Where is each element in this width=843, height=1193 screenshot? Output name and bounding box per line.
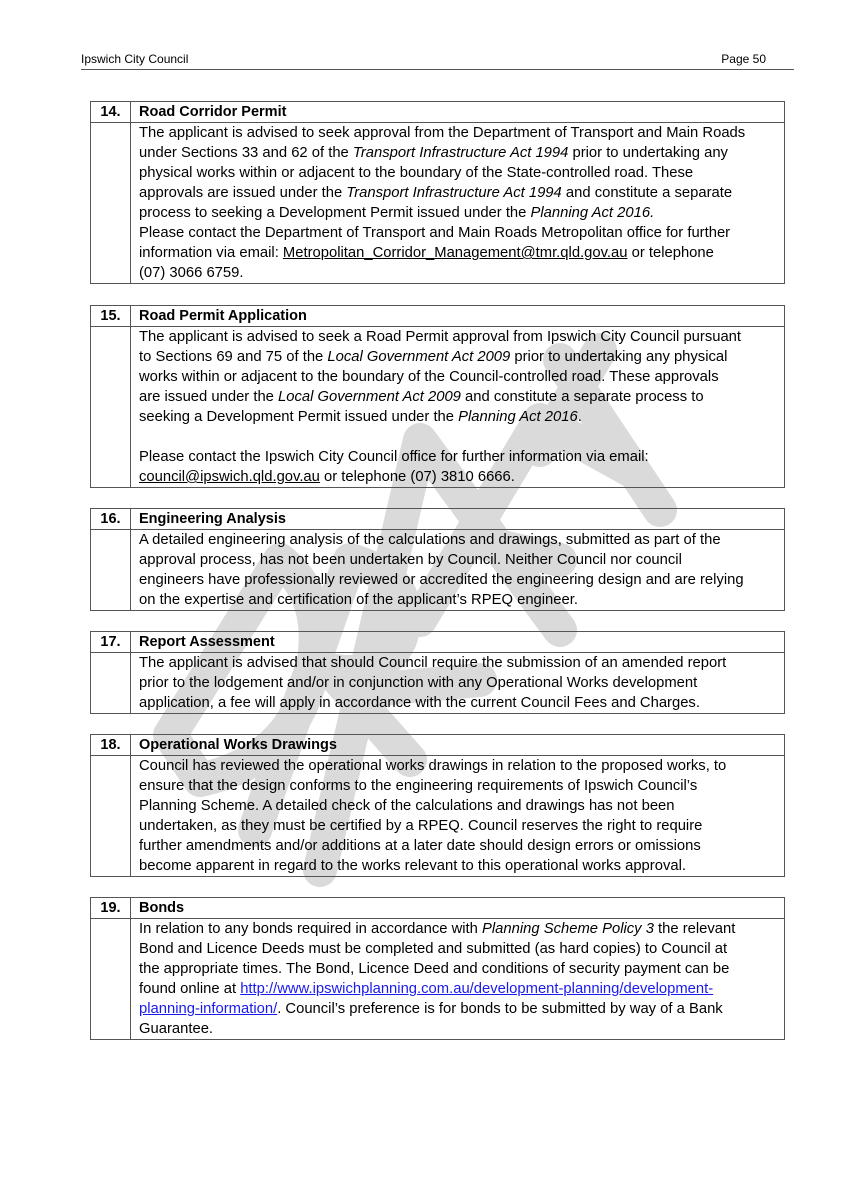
text-line [139,939,735,959]
condition-table [90,734,785,877]
text-segment: Please contact the Ipswich City Council office for further information via email: [139,449,649,465]
condition-table [90,508,785,611]
text-segment: prior to undertaking any [568,145,728,161]
text-segment: (07) 3066 6759. [139,265,244,281]
text-segment: and constitute a separate [561,185,733,201]
condition-number: 15. [91,306,131,326]
text-line [139,999,735,1019]
condition-table [90,101,785,284]
condition-header [91,102,784,123]
text-segment: and constitute a separate process to [460,389,704,405]
condition-number: 14. [91,102,131,122]
text-segment: . Council’s preference is for bonds to be submitted by way of a Bank [277,1001,723,1017]
text-segment: A detailed engineering analysis of the calculations and drawings, submitted as part of the [139,532,721,548]
text-segment: undertaken, as they must be certified by a RPEQ. Council reserves the right to require [139,818,703,834]
text-line [139,243,745,263]
text-line [139,387,741,407]
act-reference: Planning Act 2016 [458,409,578,425]
text-segment: further amendments and/or additions at a later date should design errors or omissions [139,838,701,854]
text-segment: Council has reviewed the operational works drawings in relation to the proposed works, to [139,758,727,774]
condition-title: Report Assessment [139,634,275,650]
text-segment: seeking a Development Permit issued under the [139,409,459,425]
condition-number-cell [91,123,131,283]
text-segment: process to seeking a Development Permit issued under the [139,205,531,221]
text-segment: works within or adjacent to the boundary of the Council-controlled road. These approvals [139,369,719,385]
condition-number: 18. [91,735,131,755]
act-reference: Local Government Act 2009 [327,349,511,365]
condition-title: Engineering Analysis [139,511,286,527]
condition-header [91,898,784,919]
text-segment: engineers have professionally reviewed or accredited the engineering design and are relying [139,572,744,588]
text-segment: approval process, has not been undertaken by Council. Neither Council nor council [139,552,682,568]
text-segment: physical works within or adjacent to the boundary of the State-controlled road. These [139,165,694,181]
text-line [139,653,726,673]
text-line [139,143,745,163]
text-line [139,856,726,876]
text-segment: on the expertise and certification of the applicant’s RPEQ engineer. [139,592,578,608]
condition-body [131,327,741,487]
text-segment: ensure that the design conforms to the engineering requirements of Ipswich Council’s [139,778,698,794]
condition-header [91,306,784,327]
text-segment: under Sections 33 and 62 of the [139,145,353,161]
email-link[interactable]: Metropolitan_Corridor_Management@tmr.qld.gov.au [282,245,628,261]
condition-table [90,897,785,1040]
condition-body [131,756,726,876]
condition-table [90,631,785,714]
condition-title: Road Corridor Permit [139,104,287,120]
text-segment: prior to the lodgement and/or in conjunction with any Operational Works development [139,675,698,691]
header-org: Ipswich City Council [81,52,189,66]
condition-number: 16. [91,509,131,529]
text-segment: Please contact the Department of Transport and Main Roads Metropolitan office for further [139,225,731,241]
email-link[interactable]: council@ipswich.qld.gov.au [139,469,320,485]
act-reference: Transport Infrastructure Act 1994 [346,185,562,201]
text-line [139,776,726,796]
text-segment: become apparent in regard to the works relevant to this operational works approval. [139,858,686,874]
text-segment: information via email: [139,245,283,261]
text-line [139,836,726,856]
condition-number-cell [91,756,131,876]
web-link[interactable]: planning-information/ [139,1001,278,1017]
text-line [139,163,745,183]
text-line [139,327,741,347]
condition-body [131,123,745,283]
text-line [139,1019,735,1039]
condition-body [131,653,726,713]
text-line [139,979,735,999]
text-segment: The applicant is advised that should Council require the submission of an amended report [139,655,727,671]
text-segment: or telephone (07) 3810 6666. [319,469,515,485]
text-line [139,550,744,570]
web-link[interactable]: http://www.ipswichplanning.com.au/development-planning/development- [240,981,714,997]
text-line [139,263,745,283]
text-line [139,183,745,203]
header-page-number: Page 50 [721,52,766,66]
text-segment: found online at [139,981,241,997]
text-line [139,447,741,467]
text-segment: prior to undertaking any physical [510,349,728,365]
page-header [81,51,794,70]
text-line [139,959,735,979]
condition-number-cell [91,653,131,713]
text-line [139,756,726,776]
text-segment: approvals are issued under the [139,185,347,201]
condition-title: Bonds [139,900,185,916]
text-line [139,673,726,693]
text-segment: are issued under the [139,389,279,405]
condition-number-cell [91,530,131,610]
text-segment: In relation to any bonds required in accordance with [139,921,483,937]
act-reference: Local Government Act 2009 [278,389,461,405]
text-segment: the appropriate times. The Bond, Licence Deed and conditions of security payment can be [139,961,730,977]
text-segment: The applicant is advised to seek a Road Permit approval from Ipswich City Council pursuant [139,329,742,345]
text-line [139,590,744,610]
text-line [139,467,741,487]
condition-number: 17. [91,632,131,652]
condition-number-cell [91,327,131,487]
text-segment: Planning Scheme. A detailed check of the calculations and drawings has not been [139,798,675,814]
text-segment: Bond and Licence Deeds must be completed and submitted (as hard copies) to Council at [139,941,728,957]
act-reference: Planning Scheme Policy 3 [482,921,654,937]
text-line [139,816,726,836]
text-segment: or telephone [627,245,714,261]
text-line [139,919,735,939]
text-line [139,693,726,713]
text-line [139,347,741,367]
text-line [139,530,744,550]
condition-table [90,305,785,488]
condition-body [131,919,735,1039]
text-segment: . [577,409,582,425]
text-line [139,427,741,447]
text-line [139,223,745,243]
text-line [139,123,745,143]
condition-number: 19. [91,898,131,918]
text-segment: to Sections 69 and 75 of the [139,349,328,365]
condition-header [91,735,784,756]
act-reference: Transport Infrastructure Act 1994 [352,145,569,161]
text-line [139,407,741,427]
text-line [139,796,726,816]
text-line [139,367,741,387]
condition-number-cell [91,919,131,1039]
text-segment: Guarantee. [139,1021,214,1037]
text-segment: the relevant [653,921,736,937]
condition-header [91,509,784,530]
condition-title: Road Permit Application [139,308,307,324]
text-segment: The applicant is advised to seek approval from the Department of Transport and Main Roads [139,125,746,141]
act-reference: Planning Act 2016. [530,205,655,221]
condition-title: Operational Works Drawings [139,737,337,753]
condition-body [131,530,744,610]
text-line [139,203,745,223]
condition-header [91,632,784,653]
text-segment: application, a fee will apply in accordance with the current Council Fees and Charges. [139,695,700,711]
text-line [139,570,744,590]
